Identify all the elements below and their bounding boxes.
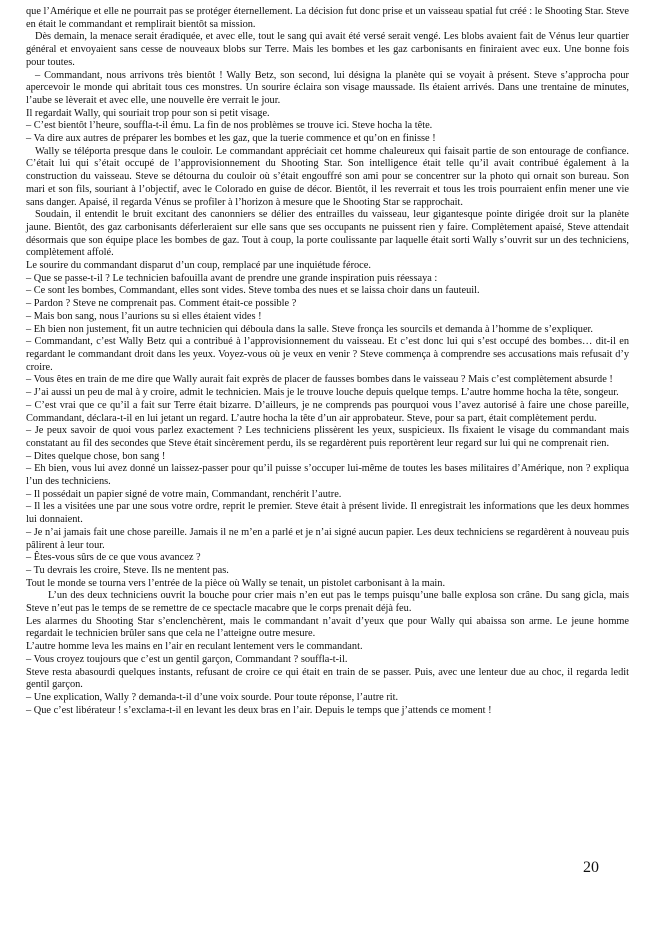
paragraph: – Commandant, nous arrivons très bientôt ! Wally Betz, son second, lui désigna la planète qui se voyait à présent. Steve s’approcha pour apercevoir le monde qui abritait tous ces monstres. Un sourire éclaira son visage maussade. Ils étaient arrivés. Dans une trentaine de minutes, l’aube se lèverait et avec elle, une nouvelle ère verrait le jour. xyxy=(26,69,629,106)
paragraph: – C’est vrai que ce qu’il a fait sur Terre était bizarre. D’ailleurs, je ne comprends pas pourquoi vous l’avez autorisé à faire une chose pareille, Commandant, déclara-t-il en lui jetant un regard. L’autre hocha la tête d’un air approbateur. Steve, pour sa part, était complètement perdu. xyxy=(26,399,629,424)
paragraph: Il regardait Wally, qui souriait trop pour son si petit visage. xyxy=(26,107,270,119)
paragraph: – Commandant, c’est Wally Betz qui a contribué à l’approvisionnement du vaisseau. Et c’est donc lui qui s’est occupé des bombes… dit-il en regardant le commandant droit dans les yeux. Voyez-vous où je veux en venir ? Steve commença à comprendre ses accusations mais refusait d’y croire. xyxy=(26,336,629,373)
paragraph: – Que se passe-t-il ? Le technicien bafouilla avant de prendre une grande inspiration puis réessaya : xyxy=(26,272,438,284)
paragraph: – Je peux savoir de quoi vous parlez exactement ? Les techniciens plissèrent les yeux, suspicieux. Ils fixaient le visage du commandant mais constatant au fil des secondes que Steve était sincèrement perdu, ils se regardèrent puis reportèrent leur regard sur lui qui ne comprenait rien. xyxy=(26,425,629,449)
paragraph: Le sourire du commandant disparut d’un coup, remplacé par une inquiétude féroce. xyxy=(26,260,371,272)
paragraph: que l’Amérique et elle ne pourrait pas se protéger éternellement. La décision fut donc prise et un vaisseau spatial fut créé : le Shooting Star. Steve en était le commandant et remplirait bientôt sa mission. xyxy=(26,6,629,30)
paragraph: – C’est bientôt l’heure, souffla-t-il ému. La fin de nos problèmes se trouve ici. Steve hocha la tête. xyxy=(26,120,433,132)
paragraph: – Eh bien non justement, fit un autre technicien qui déboula dans la salle. Steve fronça les sourcils et demanda à l’homme de s’expliquer. xyxy=(26,323,594,335)
paragraph: – Êtes-vous sûrs de ce que vous avancez ? xyxy=(26,552,201,564)
paragraph: – Pardon ? Steve ne comprenait pas. Comment était-ce possible ? xyxy=(26,298,297,310)
paragraph: – Que c’est libérateur ! s’exclama-t-il en levant les deux bras en l’air. Depuis le temps que j’attends ce moment ! xyxy=(26,704,492,716)
paragraph: – Je n’ai jamais fait une chose pareille. Jamais il ne m’en a parlé et je n’ai signé aucun papier. Les deux techniciens se regardèrent à nouveau puis pâlirent à leur tour. xyxy=(26,526,629,551)
paragraph: – Il possédait un papier signé de votre main, Commandant, renchérit l’autre. xyxy=(26,488,342,500)
paragraph: – Une explication, Wally ? demanda-t-il d’une voix sourde. Pour toute réponse, l’autre rit. xyxy=(26,691,399,703)
paragraph: – Ce sont les bombes, Commandant, elles sont vides. Steve tomba des nues et se laissa choir dans un fauteuil. xyxy=(26,285,480,297)
paragraph: – J’ai aussi un peu de mal à y croire, admit le technicien. Mais je le trouve louche depuis quelque temps. L’autre homme hocha la tête, songeur. xyxy=(26,387,619,399)
paragraph: Steve resta abasourdi quelques instants, refusant de croire ce qui était en train de se passer. Puis, avec une lenteur due au choc, il regarda ledit gentil garçon. xyxy=(26,666,629,691)
paragraph: – Vous croyez toujours que c’est un gentil garçon, Commandant ? souffla-t-il. xyxy=(26,653,348,665)
paragraph: – Va dire aux autres de préparer les bombes et les gaz, que la tuerie commence et qu’on en finisse ! xyxy=(26,133,436,145)
story-text xyxy=(26,6,629,717)
paragraph: L’autre homme leva les mains en l’air en reculant lentement vers le commandant. xyxy=(26,641,363,653)
paragraph: L’un des deux techniciens ouvrit la bouche pour crier mais n’en eut pas le temps puisqu’une balle explosa son crâne. Du sang gicla, mais Steve n’eut pas le temps de se remettre de ce spectacle macabre que le corps prenait déjà feu. xyxy=(26,590,629,615)
paragraph: Dès demain, la menace serait éradiquée, et avec elle, tout le sang qui avait été versé serait vengé. Les blobs avaient fait de Vénus leur quartier général et envoyaient sans cesse de nouveaux blobs sur Terre. Mais les bombes et les gaz carbonisants en finiraient avec eux. Une bonne fois pour toutes. xyxy=(26,31,629,68)
paragraph: – Il les a visitées une par une sous votre ordre, reprit le premier. Steve était à présent livide. Il enregistrait les informations que les deux hommes lui donnaient. xyxy=(26,501,629,526)
paragraph: – Vous êtes en train de me dire que Wally aurait fait exprès de placer de fausses bombes dans le vaisseau ? Mais c’est complètement absurde ! xyxy=(26,374,613,386)
paragraph: – Mais bon sang, nous l’aurions su si elles étaient vides ! xyxy=(26,310,262,322)
paragraph: – Tu devrais les croire, Steve. Ils ne mentent pas. xyxy=(26,564,229,576)
page-number: 20 xyxy=(583,859,599,876)
paragraph: – Eh bien, vous lui avez donné un laissez-passer pour qu’il puisse s’occuper lui-même de toutes les bases militaires d’Amérique, non ? expliqua l’un des techniciens. xyxy=(26,463,629,488)
paragraph: Wally se téléporta presque dans le couloir. Le commandant appréciait cet homme chaleureux qui faisait partie de son entourage de confiance. C’était lui qui s’était occupé de l’approvisionnement du Shooting Star. Son intelligence était telle qu’il avait contribué également à la construction du vaisseau. Steve se détourna du couloir où s’était engouffré son ami pour se concentrer sur la photo qui ornait son bureau. Son mari et son fils, souriant à l’objectif, avec le Colorado en guise de décor. Bientôt, il les reverrait et tous les trois pourraient enfin mener une vie sans danger. Apaisé, il regarda Vénus se profiler à l’horizon à mesure que le Shooting Star se rapprochait. xyxy=(26,145,629,208)
paragraph: Les alarmes du Shooting Star s’enclenchèrent, mais le commandant n’avait d’yeux que pour Wally qui abaissa son arme. Le jeune homme regardait le technicien brûler sans que cela ne l’atteigne outre mesure. xyxy=(26,615,629,640)
paragraph: – Dites quelque chose, bon sang ! xyxy=(26,450,166,462)
paragraph: Soudain, il entendit le bruit excitant des canonniers se délier des entrailles du vaisseau, leur gigantesque pointe dirigée droit sur la planète jaune. Bientôt, des gaz carbonisants déferleraient sur elle sans que ses occupants ne puissent rien y faire. Complètement apaisé, Steve attendait désormais que son équipe place les bombes de gaz. Tout à coup, la porte coulissante par laquelle était sorti Wally s’ouvrit sur un des techniciens, complètement affolé. xyxy=(26,209,629,259)
paragraph: Tout le monde se tourna vers l’entrée de la pièce où Wally se tenait, un pistolet carbonisant à la main. xyxy=(26,577,446,589)
